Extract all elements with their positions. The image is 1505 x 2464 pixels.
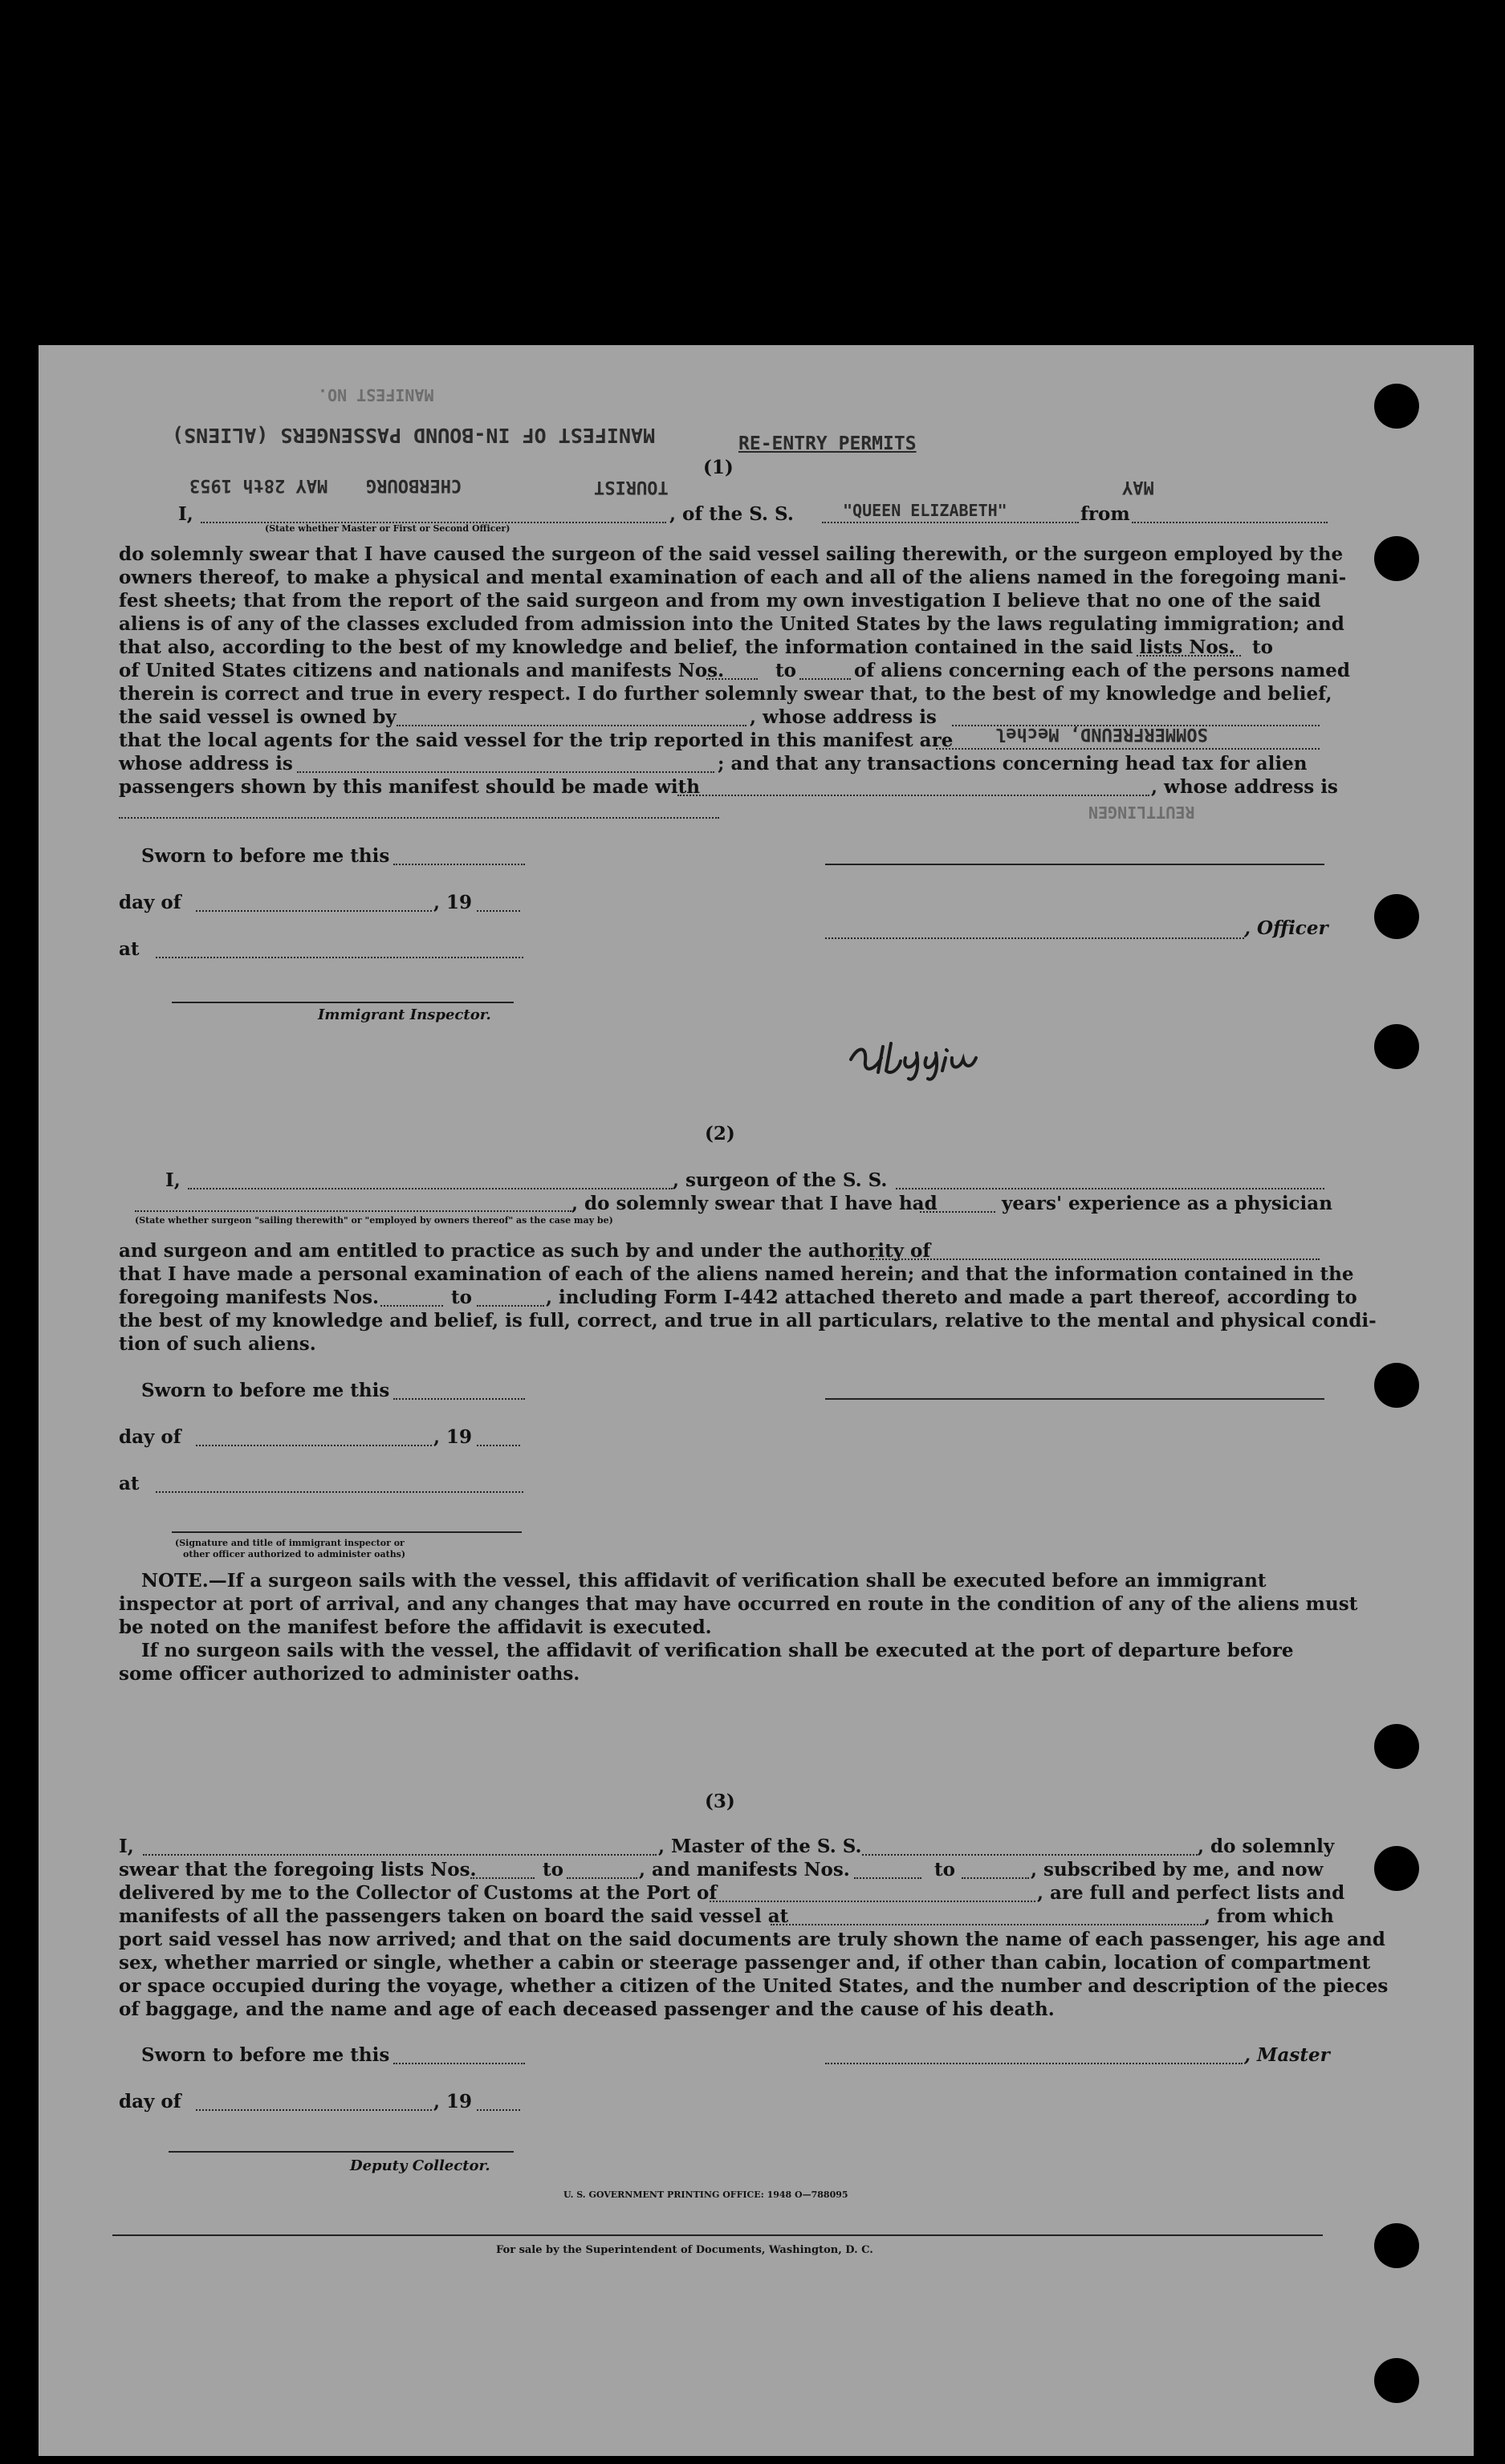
may-stamp: MAY: [1122, 477, 1154, 497]
s2-manifests-from-field[interactable]: [380, 1305, 443, 1307]
including-label: , including Form I-442 attached thereto and made a part thereof, according to: [546, 1287, 1357, 1308]
s3-lists-to-field[interactable]: [567, 1877, 637, 1879]
sig-note-2: other officer authorized to administer oaths): [183, 1549, 406, 1559]
punch-hole: [1374, 2223, 1419, 2268]
s3-sworn-day-field[interactable]: [393, 2063, 525, 2064]
s2-month-field[interactable]: [196, 1445, 432, 1446]
manifests-from-field[interactable]: [706, 678, 758, 680]
from-label: from: [1080, 503, 1130, 525]
master-label: , Master: [1244, 2044, 1330, 2066]
solemnly-label: , do solemnly swear that I have had: [571, 1193, 938, 1214]
of-ss-label: , of the S. S.: [669, 503, 794, 525]
deputy-collector-label: Deputy Collector.: [350, 2157, 490, 2174]
punch-hole: [1374, 536, 1419, 581]
head-tax-contact-field[interactable]: [677, 795, 1149, 796]
port-stamp: CHERBOURG: [366, 475, 462, 495]
s1-sworn: Sworn to before me this: [141, 845, 390, 867]
head-tax-address-continuation[interactable]: [119, 817, 719, 819]
from-port-field[interactable]: [1132, 522, 1328, 523]
s3-line-8: of baggage, and the name and age of each deceased passenger and the cause of his death.: [119, 1998, 1055, 2020]
surgeon-state-field[interactable]: [135, 1210, 571, 1212]
from-which-label: , from which: [1204, 1905, 1334, 1927]
s1-to-label: to: [1252, 636, 1273, 658]
sig-note-1: (Signature and title of immigrant inspector or: [175, 1538, 405, 1548]
surgeon-name-field[interactable]: [188, 1188, 673, 1189]
manifests-nos-label: , and manifests Nos.: [639, 1859, 850, 1881]
punch-hole: [1374, 1024, 1419, 1069]
s3-ship-field[interactable]: [862, 1854, 1198, 1856]
head-tax-address-label: , whose address is: [1151, 776, 1338, 798]
owner-address-label: , whose address is: [750, 706, 937, 728]
reentry-permits-stamp: RE-ENTRY PERMITS: [738, 433, 917, 454]
s1-line-6: of United States citizens and nationals and manifests Nos.: [119, 660, 725, 681]
s3-line-3: delivered by me to the Collector of Customs at the Port of: [119, 1882, 718, 1904]
master-i-label: I,: [178, 503, 193, 525]
punch-hole: [1374, 1363, 1419, 1408]
class-stamp: TOURIST: [594, 477, 669, 497]
surgeon-i-label: I,: [165, 1169, 181, 1191]
ship-name-field[interactable]: [822, 522, 1079, 523]
s2-line-3: foregoing manifests Nos.: [119, 1287, 380, 1308]
gpo-imprint: U. S. GOVERNMENT PRINTING OFFICE: 1948 O—788095: [563, 2190, 848, 2200]
of-aliens-label: of aliens concerning each of the persons named: [854, 660, 1351, 681]
s3-manifests-from-field[interactable]: [854, 1877, 921, 1879]
agent-name-stamp: SOMMERFREUND, Mechel: [995, 724, 1208, 744]
s3-year-field[interactable]: [477, 2109, 520, 2111]
subscribed-label: , subscribed by me, and now: [1031, 1859, 1324, 1881]
s3-to-label-2: to: [934, 1859, 955, 1881]
immigrant-inspector-label: Immigrant Inspector.: [318, 1006, 491, 1023]
s1-line-3: fest sheets; that from the report of the said surgeon and from my own investigation I believe that no one of the said: [119, 590, 1321, 612]
s3-day-of: day of: [119, 2091, 181, 2112]
collector-signature-line[interactable]: [169, 2151, 514, 2153]
port-of-field[interactable]: [710, 1901, 1035, 1902]
s1-year-label: , 19: [433, 892, 473, 913]
state-officer-note: (State whether Master or First or Second Officer): [265, 523, 510, 534]
date-stamp: MAY 28th 1953: [189, 475, 328, 495]
punch-hole: [1374, 894, 1419, 939]
s2-inspector-signature-line[interactable]: [172, 1531, 522, 1533]
full-perfect-label: , are full and perfect lists and: [1037, 1882, 1345, 1904]
punch-hole: [1374, 384, 1419, 429]
s3-line-7: or space occupied during the voyage, whether a citizen of the United States, and the number and description of the pieces: [119, 1975, 1389, 1997]
s1-line-9: that the local agents for the said vessel for the trip reported in this manifest are: [119, 730, 954, 751]
note-line-2: inspector at port of arrival, and any changes that may have occurred en route in the condition of any of the aliens must: [119, 1593, 1358, 1615]
manifest-title-mirrored: MANIFEST OF IN-BOUND PASSENGERS (ALIENS): [172, 424, 656, 447]
s2-year-label: , 19: [433, 1426, 473, 1448]
head-tax-label: ; and that any transactions concerning head tax for alien: [718, 753, 1308, 775]
s1-sworn-day-field[interactable]: [393, 864, 525, 865]
s3-master-name-field[interactable]: [143, 1854, 657, 1856]
s2-manifests-to-field[interactable]: [477, 1305, 544, 1307]
s1-line-11: passengers shown by this manifest should be made with: [119, 776, 700, 798]
s3-line-6: sex, whether married or single, whether a cabin or steerage passenger and, if other than cabin, location of compartment: [119, 1952, 1371, 1974]
s3-lists-from-field[interactable]: [470, 1877, 535, 1879]
section-2-number: (2): [705, 1123, 735, 1145]
s1-at: at: [119, 938, 140, 960]
s3-line-2a: swear that the foregoing lists Nos.: [119, 1859, 477, 1881]
s2-year-field[interactable]: [477, 1445, 520, 1446]
s1-line-10: whose address is: [119, 753, 293, 775]
punch-hole: [1374, 1724, 1419, 1769]
taken-at-field[interactable]: [771, 1924, 1204, 1925]
officer-name-field[interactable]: [825, 937, 1244, 939]
agent-address-field[interactable]: [297, 771, 714, 773]
surgeon-state-note: (State whether surgeon "sailing therewith" or "employed by owners thereof" as the case may be): [135, 1215, 613, 1226]
s2-sworn-day-field[interactable]: [393, 1398, 525, 1400]
s2-to-label: to: [451, 1287, 472, 1308]
note-text-1: —If a surgeon sails with the vessel, this affidavit of verification shall be executed before an immigrant: [208, 1570, 1267, 1592]
master-signature-line[interactable]: [825, 2063, 1243, 2064]
s2-day-of: day of: [119, 1426, 181, 1448]
s1-month-field[interactable]: [196, 910, 432, 912]
s2-at-field[interactable]: [156, 1491, 523, 1493]
note-line-3: be noted on the manifest before the affidavit is executed.: [119, 1616, 712, 1638]
s2-sworn: Sworn to before me this: [141, 1380, 390, 1401]
footer-rule: [112, 2234, 1323, 2236]
surgeon-of-label: , surgeon of the S. S.: [673, 1169, 888, 1191]
s1-day-of: day of: [119, 892, 181, 913]
handwritten-signature: [843, 1029, 1011, 1085]
s1-at-field[interactable]: [156, 957, 523, 958]
note-label: NOTE.: [141, 1570, 209, 1592]
s1-line-5: that also, according to the best of my knowledge and belief, the information contained in the said lists Nos.: [119, 636, 1235, 658]
s1-to-label-2: to: [775, 660, 796, 681]
punch-hole: [1374, 2358, 1419, 2403]
note2-line-1: If no surgeon sails with the vessel, the affidavit of verification shall be executed at the port of departure before: [141, 1640, 1294, 1661]
manifest-no-stamp: MANIFEST NO.: [318, 385, 434, 405]
officer-label: , Officer: [1244, 917, 1328, 939]
master-of-label: , Master of the S. S.: [658, 1836, 862, 1857]
do-solemnly-label: , do solemnly: [1198, 1836, 1335, 1857]
years-label: years' experience as a physician: [1002, 1193, 1332, 1214]
address-stamp: REUTTLINGEN: [1088, 803, 1195, 822]
s2-line-1: and surgeon and am entitled to practice as such by and under the authority of: [119, 1240, 931, 1262]
s3-line-4: manifests of all the passengers taken on board the said vessel at: [119, 1905, 789, 1927]
local-agents-field[interactable]: [936, 748, 1320, 750]
s1-line-4: aliens is of any of the classes excluded from admission into the United States by the laws regulating immigration; and: [119, 613, 1344, 635]
owner-field[interactable]: [397, 725, 746, 726]
s1-year-field[interactable]: [477, 910, 520, 912]
ship-name-stamp: "QUEEN ELIZABETH": [843, 501, 1007, 520]
s3-manifests-to-field[interactable]: [962, 1877, 1029, 1879]
s3-to-label-1: to: [543, 1859, 563, 1881]
authority-field[interactable]: [870, 1258, 1320, 1260]
s2-at: at: [119, 1473, 140, 1494]
section-1-number: (1): [703, 457, 734, 478]
s2-line-5: tion of such aliens.: [119, 1333, 316, 1355]
s2-line-2: that I have made a personal examination of each of the aliens named herein; and that the information contained in the: [119, 1263, 1354, 1285]
punch-hole: [1374, 1846, 1419, 1891]
surgeon-signature-line[interactable]: [825, 1398, 1324, 1400]
s1-line-7: therein is correct and true in every respect. I do further solemnly swear that, to the best of my knowledge and belief,: [119, 683, 1332, 705]
s3-line-5: port said vessel has now arrived; and that on the said documents are truly shown the name of each passenger, his age and: [119, 1929, 1385, 1950]
manifests-to-field[interactable]: [799, 678, 851, 680]
officer-signature-line[interactable]: [825, 864, 1324, 865]
section-3-number: (3): [705, 1791, 735, 1812]
s3-sworn: Sworn to before me this: [141, 2044, 390, 2066]
s1-line-1: do solemnly swear that I have caused the surgeon of the said vessel sailing therewith, or the surgeon employed by the: [119, 543, 1344, 565]
lists-from-field[interactable]: [1137, 655, 1241, 657]
s1-line-2: owners thereof, to make a physical and mental examination of each and all of the aliens named in the foregoing mani-: [119, 567, 1347, 588]
s3-year-label: , 19: [433, 2091, 473, 2112]
s3-month-field[interactable]: [196, 2109, 432, 2111]
note2-line-2: some officer authorized to administer oaths.: [119, 1663, 580, 1685]
s2-line-4: the best of my knowledge and belief, is full, correct, and true in all particulars, relative to the mental and physical condi-: [119, 1310, 1377, 1332]
for-sale-imprint: For sale by the Superintendent of Documents, Washington, D. C.: [496, 2244, 873, 2256]
years-field[interactable]: [920, 1211, 995, 1213]
s3-i-label: I,: [119, 1836, 134, 1857]
note-line-1: [141, 1569, 1267, 1593]
surgeon-ship-field[interactable]: [896, 1188, 1324, 1189]
s1-line-8: the said vessel is owned by: [119, 706, 397, 728]
